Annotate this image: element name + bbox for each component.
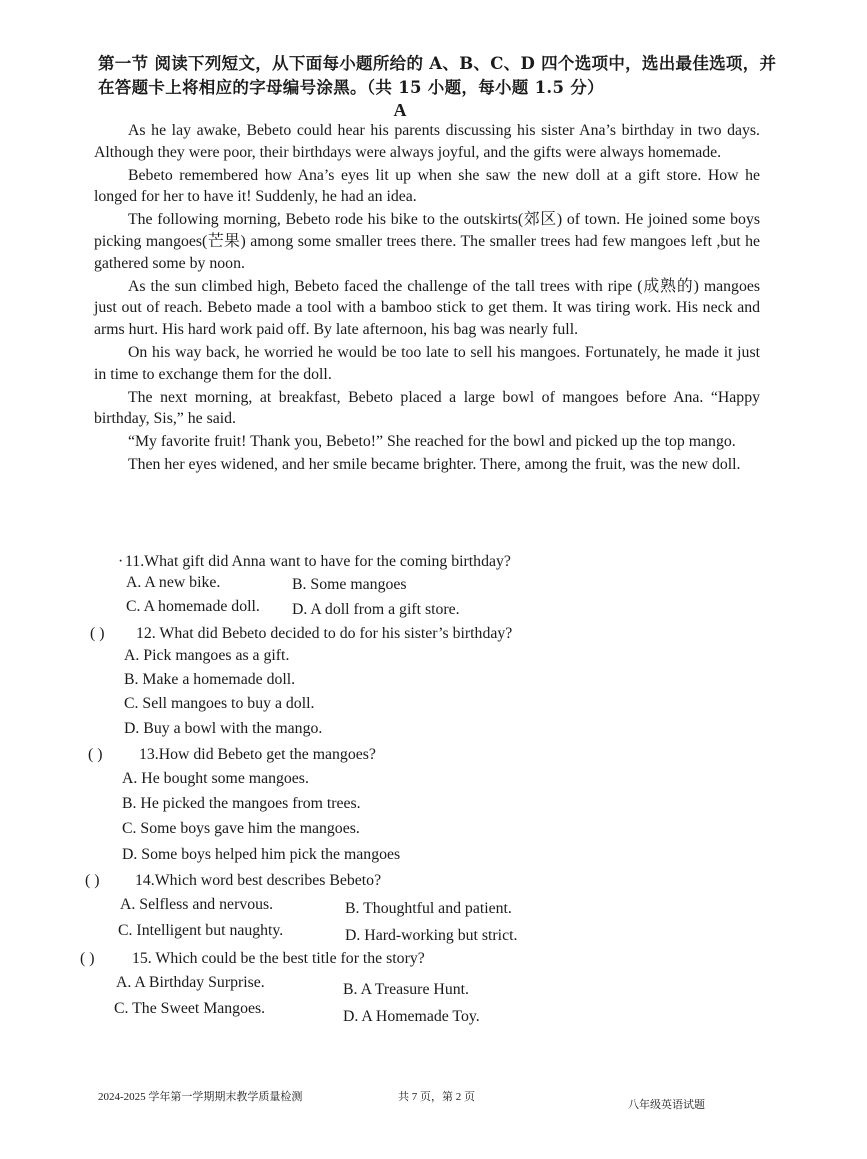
footer-page-number: 共 7 页，第 2 页	[398, 1091, 475, 1103]
passage-paragraph: On his way back, he worried he would be too late to sell his mangoes. Fortunately, he made it just in time to exchange them for the doll.	[94, 343, 760, 383]
option-13-a: A. He bought some mangoes.	[122, 770, 309, 787]
option-14-a: A. Selfless and nervous.	[120, 896, 274, 913]
option-15-d: D. A Homemade Toy.	[343, 1008, 480, 1025]
question-stem-14: 14.Which word best describes Bebeto?	[135, 872, 382, 889]
question-stem-13: 13.How did Bebeto get the mangoes?	[139, 746, 376, 763]
option-11-b: B. Some mangoes	[292, 576, 407, 593]
footer-exam-name: 2024-2025 学年第一学期期末教学质量检测	[98, 1091, 303, 1103]
option-11-d: D. A doll from a gift store.	[292, 601, 460, 618]
answer-bracket: ( )	[88, 746, 103, 763]
answer-bracket: ·	[118, 553, 124, 570]
option-15-a: A. A Birthday Surprise.	[116, 974, 265, 991]
passage-paragraph: “My favorite fruit! Thank you, Bebeto!” She reached for the bowl and picked up the top mango.	[128, 433, 736, 451]
option-15-c: C. The Sweet Mangoes.	[114, 1000, 266, 1017]
answer-bracket: ( )	[80, 950, 95, 967]
option-12-c: C. Sell mangoes to buy a doll.	[124, 695, 315, 712]
question-stem-11: 11.What gift did Anna want to have for the coming birthday?	[125, 553, 511, 570]
passage-paragraph: Then her eyes widened, and her smile became brighter. There, among the fruit, was the new doll.	[128, 456, 741, 474]
footer-subject: 八年级英语试题	[628, 1099, 705, 1111]
passage-paragraph: The following morning, Bebeto rode his bike to the outskirts(郊区) of town. He joined some boys picking mangoes(芒果) among some smaller trees there. The smaller trees had few mangoes left ,but he gathered some by noon.	[94, 211, 760, 272]
passage-paragraph: The next morning, at breakfast, Bebeto placed a large bowl of mangoes before Ana. “Happy birthday, Sis,” he said.	[94, 388, 760, 428]
reading-passage	[94, 120, 760, 478]
option-14-c: C. Intelligent but naughty.	[118, 922, 284, 939]
answer-bracket: ( )	[90, 625, 105, 642]
option-15-b: B. A Treasure Hunt.	[343, 981, 469, 998]
option-12-a: A. Pick mangoes as a gift.	[124, 647, 290, 664]
passage-label: A	[393, 100, 407, 120]
option-14-d: D. Hard-working but strict.	[345, 927, 518, 944]
option-12-d: D. Buy a bowl with the mango.	[124, 720, 323, 737]
option-13-d: D. Some boys helped him pick the mangoes	[122, 846, 401, 863]
passage-paragraph: Bebeto remembered how Ana’s eyes lit up when she saw the new doll at a gift store. How he longed for her to have it! Suddenly, he had an idea.	[94, 166, 760, 206]
option-13-c: C. Some boys gave him the mangoes.	[122, 820, 360, 837]
question-stem-15: 15. Which could be the best title for the story?	[132, 950, 425, 967]
option-13-b: B. He picked the mangoes from trees.	[122, 795, 361, 812]
passage-paragraph: As the sun climbed high, Bebeto faced the challenge of the tall trees with ripe (成熟的) mangoes just out of reach. Bebeto made a tool with a bamboo stick to get them. It was tiring work. His neck and arms hurt. His hard work paid off. By late afternoon, his bag was nearly full.	[94, 277, 760, 338]
section-instructions: 第一节 阅读下列短文，从下面每小题所给的 A、B、C、D 四个选项中，选出最佳选项，并在答题卡上将相应的字母编号涂黑。（共 15 小题，每小题 1.5 分）	[98, 54, 777, 97]
question-stem-12: 12. What did Bebeto decided to do for his sister’s birthday?	[136, 625, 513, 642]
option-11-a: A. A new bike.	[126, 574, 221, 591]
option-11-c: C. A homemade doll.	[126, 598, 260, 615]
option-12-b: B. Make a homemade doll.	[124, 671, 296, 688]
passage-paragraph: As he lay awake, Bebeto could hear his parents discussing his sister Ana’s birthday in two days. Although they were poor, their birthdays were always joyful, and the gifts were always homemade.	[94, 122, 760, 161]
answer-bracket: ( )	[85, 872, 100, 889]
option-14-b: B. Thoughtful and patient.	[345, 900, 512, 917]
